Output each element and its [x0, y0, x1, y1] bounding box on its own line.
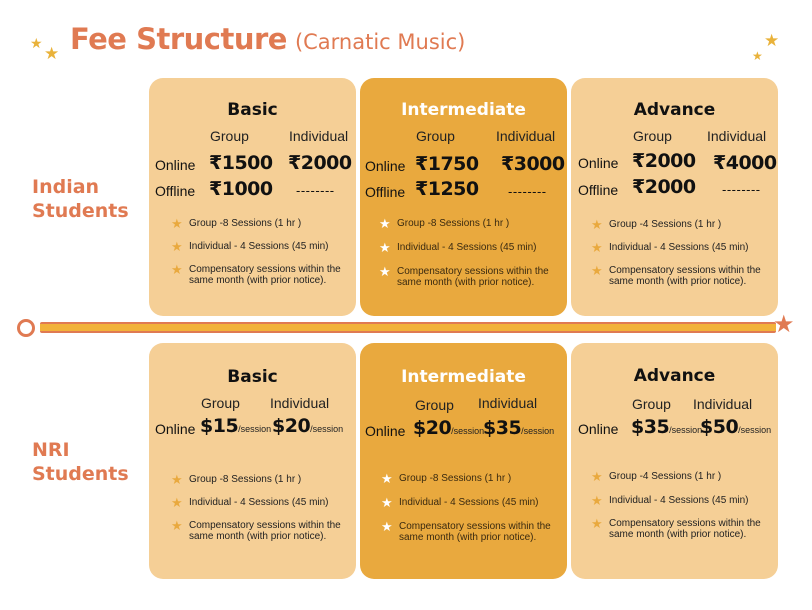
feature-text: Compensatory sessions within the same month (with prior notice). — [397, 266, 549, 288]
online-individual-price: ₹2000 — [288, 152, 352, 174]
online-individual-price — [700, 416, 771, 438]
per-session-label: /session — [310, 424, 344, 434]
group-header: Group — [415, 397, 454, 413]
feature-item — [171, 474, 348, 486]
star-icon: ★ — [379, 240, 391, 255]
online-group-price — [631, 416, 702, 438]
feature-item — [171, 264, 348, 286]
group-header: Group — [210, 128, 249, 144]
indian-intermediate-card — [360, 78, 567, 316]
plan-name: Basic — [227, 100, 278, 120]
feature-item — [379, 266, 559, 288]
plan-name: Intermediate — [401, 367, 526, 387]
nri-basic-card — [149, 343, 356, 579]
feature-item — [591, 518, 770, 540]
individual-header: Individual — [289, 128, 349, 144]
indian-students-label — [32, 175, 129, 223]
feature-text: Individual - 4 Sessions (45 min) — [189, 497, 329, 508]
per-session-label: /session — [669, 425, 703, 435]
star-icon: ★ — [379, 216, 391, 231]
nri-students-label — [32, 438, 129, 486]
offline-label: Offline — [155, 183, 196, 199]
online-label: Online — [365, 158, 406, 174]
individual-header: Individual — [496, 128, 556, 144]
section-label-line1: Indian — [32, 176, 100, 198]
section-label-line2: Students — [32, 200, 129, 222]
price-value: $35 — [631, 416, 670, 438]
nri-intermediate-card — [360, 343, 567, 579]
star-icon: ★ — [773, 311, 795, 338]
online-group-price: ₹1750 — [415, 153, 479, 175]
online-label: Online — [578, 421, 619, 437]
feature-text: Group -4 Sessions (1 hr ) — [609, 219, 722, 230]
feature-item — [379, 242, 559, 254]
offline-individual-dashes: -------- — [508, 184, 547, 199]
feature-item — [591, 219, 770, 231]
online-label: Online — [155, 421, 196, 437]
offline-individual-dashes: -------- — [296, 183, 335, 198]
decor-star-icon: ★ — [752, 49, 763, 63]
price-value: $15 — [200, 415, 239, 437]
feature-text: Individual - 4 Sessions (45 min) — [397, 242, 537, 253]
individual-header: Individual — [270, 395, 330, 411]
star-icon: ★ — [171, 495, 183, 510]
feature-item — [381, 521, 559, 543]
feature-text: Group -8 Sessions (1 hr ) — [189, 474, 302, 485]
feature-item — [381, 497, 559, 509]
nri-advance-card — [571, 343, 778, 579]
feature-item — [171, 520, 348, 542]
feature-item — [379, 218, 559, 230]
individual-header: Individual — [693, 396, 753, 412]
circle-icon — [17, 319, 35, 337]
page-title — [70, 22, 465, 66]
price-value: $20 — [413, 417, 452, 439]
price-value: $20 — [272, 415, 311, 437]
decor-star-icon: ★ — [764, 31, 780, 50]
decor-star-icon: ★ — [44, 44, 60, 63]
feature-item — [171, 241, 348, 253]
star-icon: ★ — [591, 240, 603, 255]
indian-basic-card — [149, 78, 356, 316]
price-value: $50 — [700, 416, 739, 438]
feature-text: Compensatory sessions within the same month (with prior notice). — [609, 518, 761, 540]
star-icon: ★ — [171, 518, 183, 533]
star-icon: ★ — [381, 519, 393, 534]
online-label: Online — [155, 157, 196, 173]
online-label: Online — [578, 155, 619, 171]
online-individual-price: ₹3000 — [501, 153, 565, 175]
offline-label: Offline — [365, 184, 406, 200]
per-session-label: /session — [521, 426, 555, 436]
feature-text: Compensatory sessions within the same month (with prior notice). — [189, 264, 341, 286]
feature-text: Individual - 4 Sessions (45 min) — [609, 495, 749, 506]
per-session-label: /session — [738, 425, 772, 435]
plan-name: Advance — [633, 100, 716, 120]
feature-item — [591, 495, 770, 507]
per-session-label: /session — [238, 424, 272, 434]
star-icon: ★ — [171, 216, 183, 231]
star-icon: ★ — [171, 472, 183, 487]
offline-individual-dashes: -------- — [722, 182, 761, 197]
section-label-line1: NRI — [32, 439, 70, 461]
online-label: Online — [365, 423, 406, 439]
feature-item — [171, 497, 348, 509]
online-individual-price: ₹4000 — [713, 152, 777, 174]
group-header: Group — [416, 128, 455, 144]
individual-header: Individual — [478, 395, 538, 411]
per-session-label: /session — [451, 426, 485, 436]
decor-star-icon: ★ — [30, 35, 43, 51]
offline-label: Offline — [578, 182, 619, 198]
star-icon: ★ — [381, 495, 393, 510]
plan-name: Basic — [227, 367, 278, 387]
feature-text: Individual - 4 Sessions (45 min) — [609, 242, 749, 253]
star-icon: ★ — [171, 262, 183, 277]
feature-text: Group -8 Sessions (1 hr ) — [399, 473, 512, 484]
online-group-price: ₹1500 — [209, 152, 273, 174]
online-group-price: ₹2000 — [632, 150, 696, 172]
feature-text: Individual - 4 Sessions (45 min) — [189, 241, 329, 252]
star-icon: ★ — [381, 471, 393, 486]
star-icon: ★ — [591, 263, 603, 278]
feature-item — [171, 218, 348, 230]
plan-name: Advance — [633, 366, 716, 386]
group-header: Group — [633, 128, 672, 144]
star-icon: ★ — [591, 469, 603, 484]
subtitle-text: (Carnatic Music) — [294, 30, 466, 54]
price-value: $35 — [483, 417, 522, 439]
feature-text: Compensatory sessions within the same month (with prior notice). — [189, 520, 341, 542]
online-individual-price — [272, 415, 343, 437]
section-label-line2: Students — [32, 463, 129, 485]
feature-item — [591, 471, 770, 483]
feature-text: Individual - 4 Sessions (45 min) — [399, 497, 539, 508]
star-icon: ★ — [591, 493, 603, 508]
star-icon: ★ — [171, 239, 183, 254]
online-individual-price — [483, 417, 554, 439]
offline-group-price: ₹1250 — [415, 178, 479, 200]
offline-group-price: ₹1000 — [209, 178, 273, 200]
group-header: Group — [201, 395, 240, 411]
feature-text: Group -4 Sessions (1 hr ) — [609, 471, 722, 482]
feature-item — [591, 242, 770, 254]
group-header: Group — [632, 396, 671, 412]
star-icon: ★ — [591, 516, 603, 531]
feature-text: Compensatory sessions within the same month (with prior notice). — [609, 265, 761, 287]
star-icon: ★ — [379, 264, 391, 279]
star-icon: ★ — [591, 217, 603, 232]
title-text: Fee Structure — [70, 22, 287, 56]
timeline-divider — [40, 322, 776, 333]
feature-text: Group -8 Sessions (1 hr ) — [189, 218, 302, 229]
online-group-price — [200, 415, 271, 437]
offline-group-price: ₹2000 — [632, 176, 696, 198]
online-group-price — [413, 417, 484, 439]
feature-text: Compensatory sessions within the same month (with prior notice). — [399, 521, 551, 543]
indian-advance-card — [571, 78, 778, 316]
feature-text: Group -8 Sessions (1 hr ) — [397, 218, 510, 229]
feature-item — [591, 265, 770, 287]
individual-header: Individual — [707, 128, 767, 144]
plan-name: Intermediate — [401, 100, 526, 120]
feature-item — [381, 473, 559, 485]
